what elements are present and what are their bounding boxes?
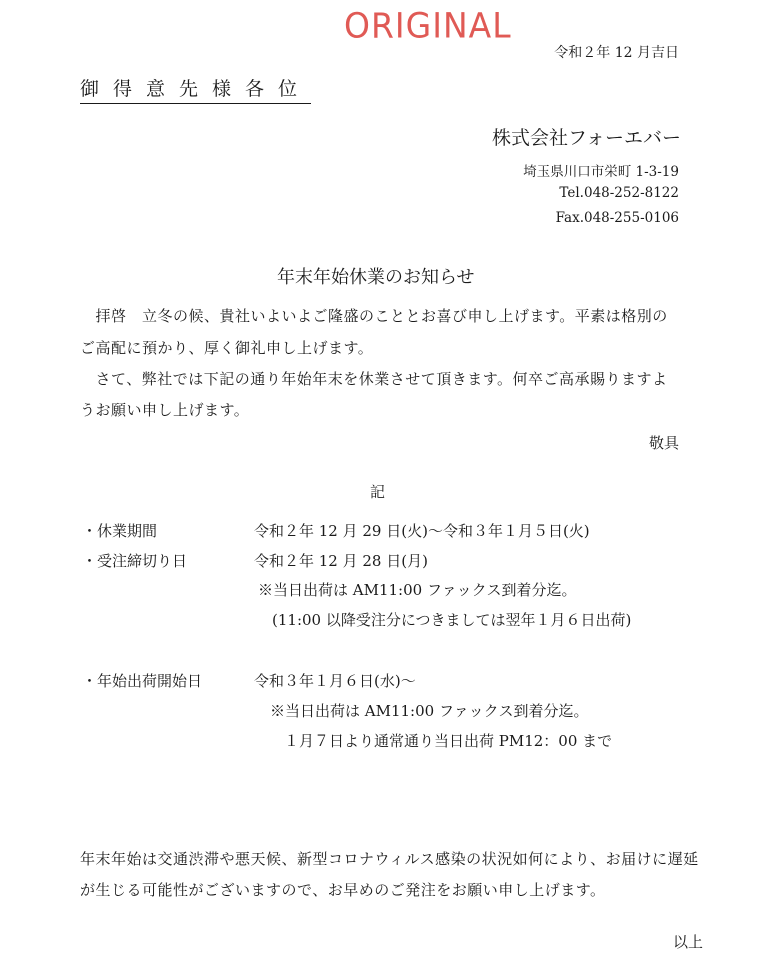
shipping-start-note-2: １月７日より通常通り当日出荷 PM12：00 まで: [284, 732, 613, 750]
shipping-start-value: 令和３年１月６日(水)～: [254, 672, 416, 690]
footer-line-1: 年末年始は交通渋滞や悪天候、新型コロナウィルス感染の状況如何により、お届けに遅延: [80, 850, 699, 868]
company-tel: Tel.048-252-8122: [559, 185, 679, 201]
issue-date: 令和２年 12 月吉日: [554, 45, 679, 61]
closing-ijo: 以上: [672, 933, 703, 951]
order-deadline-note-1: ※当日出荷は AM11:00 ファックス到着分迄。: [258, 581, 577, 599]
holiday-period-value: 令和２年 12 月 29 日(火)～令和３年１月５日(火): [254, 522, 590, 540]
order-deadline-value: 令和２年 12 月 28 日(月): [254, 552, 428, 570]
footer-line-2: が生じる可能性がございますので、お早めのご発注をお願い申し上げます。: [80, 881, 606, 899]
recipient-heading: 御得意先様各位: [80, 74, 311, 104]
body-line-2: ご高配に預かり、厚く御礼申し上げます。: [80, 339, 374, 357]
holiday-period-label: ・休業期間: [82, 522, 158, 540]
original-stamp: ORIGINAL: [344, 5, 512, 46]
ki-heading: 記: [370, 483, 386, 501]
shipping-start-label: ・年始出荷開始日: [82, 672, 203, 690]
closing-keigu: 敬具: [648, 434, 679, 452]
body-line-1: 拝啓 立冬の候、貴社いよいよご隆盛のこととお喜び申し上げます。平素は格別の: [80, 307, 668, 325]
company-address: 埼玉県川口市栄町 1-3-19: [523, 164, 679, 180]
body-line-4: うお願い申し上げます。: [80, 401, 250, 419]
company-fax: Fax.048-255-0106: [555, 210, 679, 226]
shipping-start-note-1: ※当日出荷は AM11:00 ファックス到着分迄。: [270, 702, 589, 720]
company-name: 株式会社フォーエバー: [491, 127, 681, 149]
order-deadline-note-2: (11:00 以降受注分につきましては翌年１月６日出荷): [272, 611, 632, 629]
order-deadline-label: ・受注締切り日: [82, 552, 188, 570]
body-line-3: さて、弊社では下記の通り年始年末を休業させて頂きます。何卒ご高承賜りますよ: [80, 370, 668, 388]
document-title: 年末年始休業のお知らせ: [277, 267, 475, 288]
